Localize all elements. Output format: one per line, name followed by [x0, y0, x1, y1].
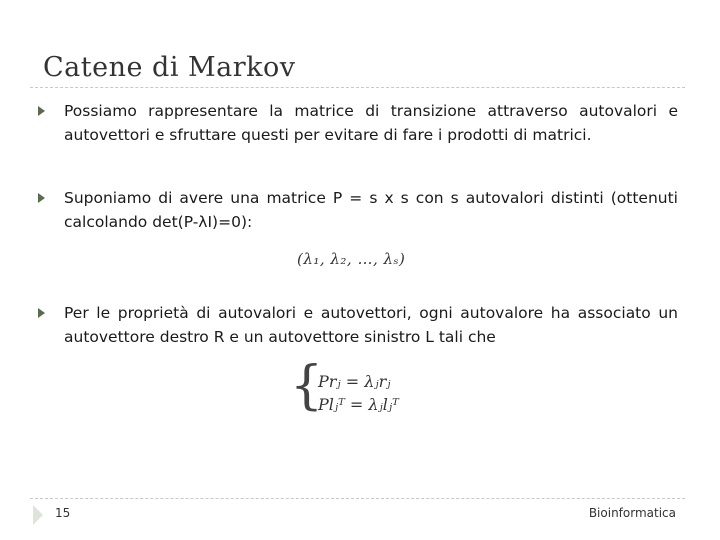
slide-title: Catene di Markov	[43, 52, 296, 83]
page-marker-icon	[33, 505, 43, 525]
bullet-arrow-icon	[38, 106, 45, 116]
bullet-item-1	[38, 99, 678, 147]
left-brace-icon: {	[290, 356, 324, 416]
bullet-text-1: Possiamo rappresentare la matrice di transizione attraverso autovalori e autovettori e sfruttare questi per evitare di fare i prodotti di matrici.	[64, 102, 678, 144]
bullet-arrow-icon	[38, 193, 45, 203]
bullet-text-3: Per le proprietà di autovalori e autovettori, ogni autovalore ha associato un autovettore destro R e un autovettore sinistro L tali che	[64, 304, 678, 346]
system-lines	[318, 370, 399, 416]
system-line-left-eigenvector: Plⱼᵀ = λⱼlⱼᵀ	[318, 395, 399, 414]
footer-divider	[30, 498, 685, 499]
bullet-text-2: Suponiamo di avere una matrice P = s x s con s autovalori distinti (ottenuti calcolando det(P-λI)=0):	[64, 189, 678, 231]
page-number: 15	[55, 506, 71, 520]
bullet-arrow-icon	[38, 308, 45, 318]
eigenvalues-equation: (λ₁, λ₂, …, λₛ)	[297, 250, 406, 268]
system-line-right-eigenvector: Prⱼ = λⱼrⱼ	[318, 372, 391, 391]
bullet-item-3	[38, 301, 678, 349]
footer-label: Bioinformatica	[588, 506, 676, 520]
title-divider	[30, 87, 685, 88]
bullet-item-2	[38, 186, 678, 234]
